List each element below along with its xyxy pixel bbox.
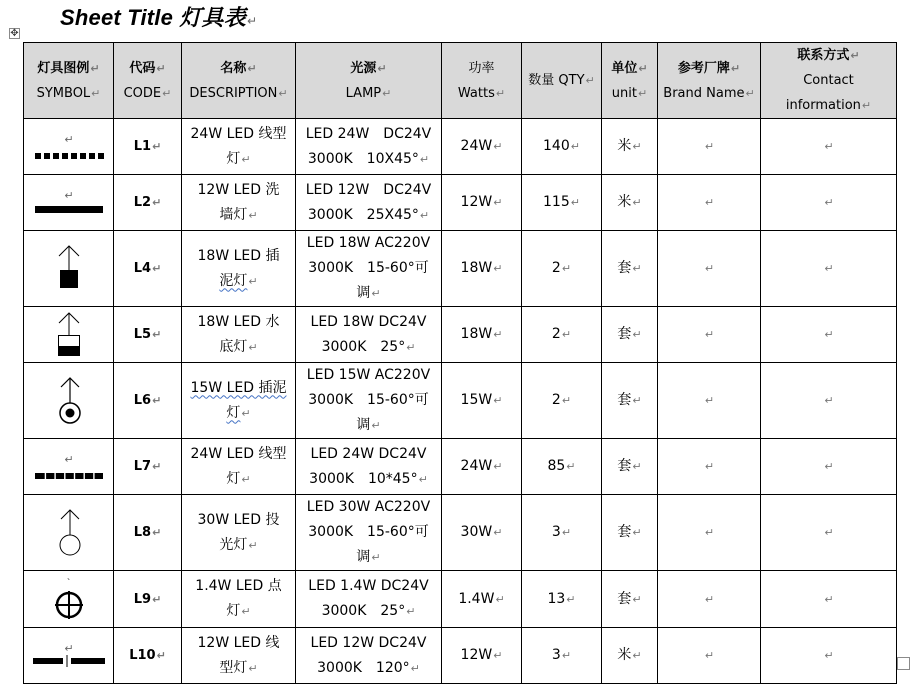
table-row	[24, 307, 897, 363]
lamp-cell: LED 12W DC24V 3000K 25X45°↵	[296, 175, 442, 231]
svg-text:ˋ: ˋ	[66, 578, 71, 589]
brand-cell: ↵	[658, 363, 761, 439]
symbol-cell	[24, 439, 114, 495]
symbol-cell	[24, 119, 114, 175]
contact-cell: ↵	[761, 628, 897, 684]
symbol-cell	[24, 307, 114, 363]
code-cell: L6↵	[114, 363, 182, 439]
code-cell: L7↵	[114, 439, 182, 495]
watts-cell: 1.4W↵	[442, 571, 522, 628]
watts-cell: 30W↵	[442, 495, 522, 571]
unit-cell: 套↵	[602, 307, 658, 363]
column-header: 名称↵ DESCRIPTION↵	[182, 43, 296, 119]
qty-cell: 140↵	[522, 119, 602, 175]
fixture-schedule-table	[23, 42, 897, 684]
description-cell: 18W LED 插 泥灯↵	[182, 231, 296, 307]
table-resize-handle[interactable]	[897, 657, 910, 670]
solid-linear-icon	[33, 186, 105, 220]
paragraph-mark: ↵	[246, 14, 258, 28]
code-cell: L4↵	[114, 231, 182, 307]
column-header: 联系方式↵ Contact information↵	[761, 43, 897, 119]
column-header: 代码↵ CODE↵	[114, 43, 182, 119]
brand-cell: ↵	[658, 231, 761, 307]
contact-cell: ↵	[761, 363, 897, 439]
symbol-cell	[24, 363, 114, 439]
brand-cell: ↵	[658, 175, 761, 231]
brand-cell: ↵	[658, 495, 761, 571]
svg-text:↵: ↵	[63, 641, 74, 655]
contact-cell: ↵	[761, 307, 897, 363]
code-cell: L8↵	[114, 495, 182, 571]
svg-text:↵: ↵	[63, 188, 74, 202]
unit-cell: 套↵	[602, 495, 658, 571]
lamp-cell: LED 18W AC220V 3000K 15-60°可 调↵	[296, 231, 442, 307]
underwater-icon	[33, 311, 105, 359]
unit-cell: 套↵	[602, 231, 658, 307]
description-cell: 30W LED 投 光灯↵	[182, 495, 296, 571]
column-header: 单位↵ unit↵	[602, 43, 658, 119]
contact-cell: ↵	[761, 571, 897, 628]
lamp-cell: LED 1.4W DC24V 3000K 25°↵	[296, 571, 442, 628]
qty-cell: 2↵	[522, 307, 602, 363]
contact-cell: ↵	[761, 231, 897, 307]
watts-cell: 12W↵	[442, 628, 522, 684]
unit-cell: 套↵	[602, 571, 658, 628]
qty-cell: 115↵	[522, 175, 602, 231]
table-row	[24, 495, 897, 571]
floodlight-icon	[33, 509, 105, 557]
table-row	[24, 119, 897, 175]
unit-cell: 米↵	[602, 119, 658, 175]
code-cell: L10↵	[114, 628, 182, 684]
table-row	[24, 231, 897, 307]
code-cell: L9↵	[114, 571, 182, 628]
contact-cell: ↵	[761, 495, 897, 571]
sheet-title: Sheet Title 灯具表↵	[60, 5, 258, 30]
brand-cell: ↵	[658, 439, 761, 495]
contact-cell: ↵	[761, 175, 897, 231]
symbol-cell	[24, 495, 114, 571]
qty-cell: 85↵	[522, 439, 602, 495]
split-linear-icon	[33, 639, 105, 673]
column-header: 功率 Watts↵	[442, 43, 522, 119]
table-row	[24, 439, 897, 495]
lamp-cell: LED 24W DC24V 3000K 10*45°↵	[296, 439, 442, 495]
lamp-cell: LED 12W DC24V 3000K 120°↵	[296, 628, 442, 684]
column-header: 参考厂牌↵ Brand Name↵	[658, 43, 761, 119]
watts-cell: 18W↵	[442, 231, 522, 307]
header-row	[24, 43, 897, 119]
table-row	[24, 363, 897, 439]
table-move-handle-icon[interactable]: ✥	[10, 28, 19, 39]
code-cell: L2↵	[114, 175, 182, 231]
description-cell: 24W LED 线型 灯↵	[182, 119, 296, 175]
brand-cell: ↵	[658, 628, 761, 684]
symbol-cell	[24, 571, 114, 628]
lamp-cell: LED 24W DC24V 3000K 10X45°↵	[296, 119, 442, 175]
svg-text:↵: ↵	[63, 452, 74, 466]
watts-cell: 24W↵	[442, 439, 522, 495]
column-header: 灯具图例↵ SYMBOL↵	[24, 43, 114, 119]
description-cell: 24W LED 线型 灯↵	[182, 439, 296, 495]
segmented-linear-icon	[33, 450, 105, 484]
description-cell: 12W LED 线 型灯↵	[182, 628, 296, 684]
qty-cell: 2↵	[522, 363, 602, 439]
unit-cell: 套↵	[602, 439, 658, 495]
unit-cell: 米↵	[602, 628, 658, 684]
ground-spike-icon	[33, 245, 105, 293]
watts-cell: 15W↵	[442, 363, 522, 439]
lamp-cell: LED 30W AC220V 3000K 15-60°可 调↵	[296, 495, 442, 571]
dashed-linear-icon	[33, 130, 105, 164]
brand-cell: ↵	[658, 307, 761, 363]
code-cell: L5↵	[114, 307, 182, 363]
qty-cell: 2↵	[522, 231, 602, 307]
code-cell: L1↵	[114, 119, 182, 175]
description-cell: 18W LED 水 底灯↵	[182, 307, 296, 363]
contact-cell: ↵	[761, 439, 897, 495]
unit-cell: 米↵	[602, 175, 658, 231]
table-row	[24, 628, 897, 684]
brand-cell: ↵	[658, 119, 761, 175]
table-row	[24, 175, 897, 231]
symbol-cell	[24, 628, 114, 684]
symbol-cell	[24, 175, 114, 231]
lamp-cell: LED 15W AC220V 3000K 15-60°可 调↵	[296, 363, 442, 439]
lamp-cell: LED 18W DC24V 3000K 25°↵	[296, 307, 442, 363]
qty-cell: 3↵	[522, 495, 602, 571]
watts-cell: 12W↵	[442, 175, 522, 231]
description-cell: 1.4W LED 点 灯↵	[182, 571, 296, 628]
qty-cell: 3↵	[522, 628, 602, 684]
unit-cell: 套↵	[602, 363, 658, 439]
description-cell: 15W LED 插泥 灯↵	[182, 363, 296, 439]
qty-cell: 13↵	[522, 571, 602, 628]
spot-crosshair-icon	[33, 577, 105, 621]
watts-cell: 24W↵	[442, 119, 522, 175]
column-header: 光源↵ LAMP↵	[296, 43, 442, 119]
symbol-cell	[24, 231, 114, 307]
description-cell: 12W LED 洗 墙灯↵	[182, 175, 296, 231]
watts-cell: 18W↵	[442, 307, 522, 363]
brand-cell: ↵	[658, 571, 761, 628]
ground-spike-circle-icon	[33, 377, 105, 425]
svg-text:↵: ↵	[63, 132, 74, 146]
table-row	[24, 571, 897, 628]
contact-cell: ↵	[761, 119, 897, 175]
column-header: 数量 QTY↵	[522, 43, 602, 119]
